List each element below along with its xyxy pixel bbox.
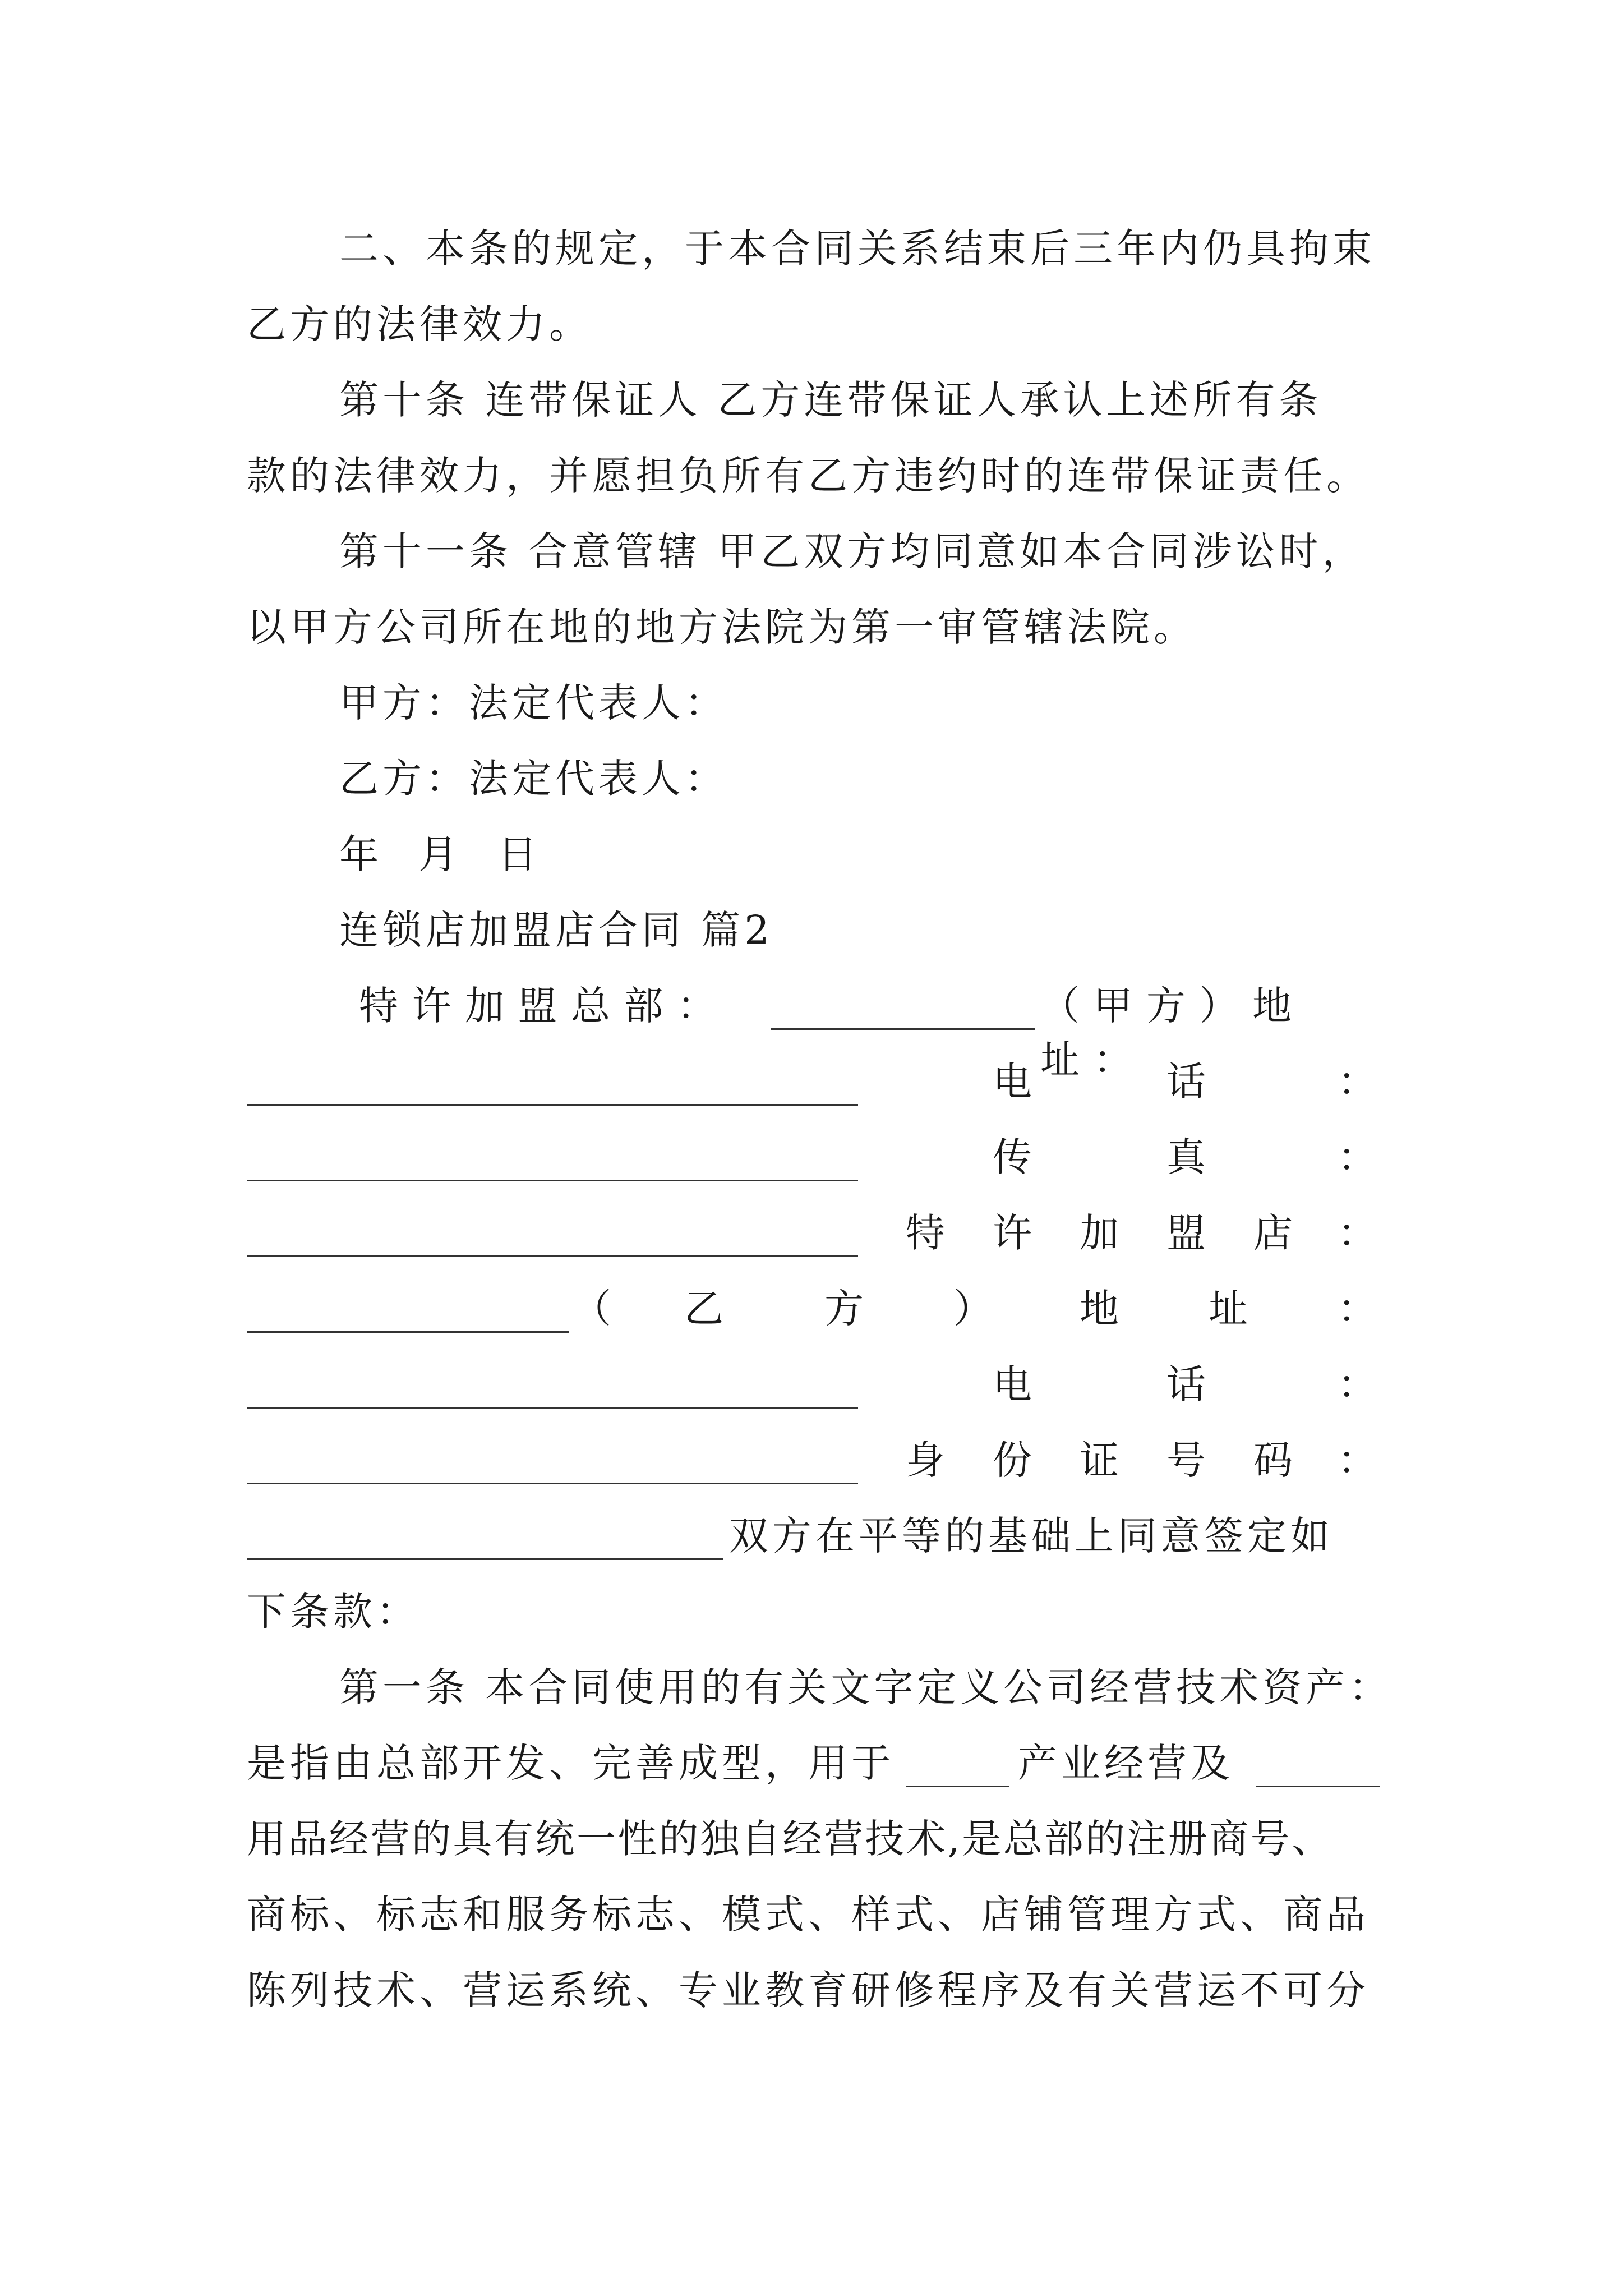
date-line: 年 月 日 — [339, 831, 551, 877]
id-char-5: 码 — [1253, 1437, 1293, 1483]
franchise-store-char-4: 盟 — [1166, 1210, 1206, 1256]
fax-label-3: ： — [1338, 1134, 1377, 1180]
hq-blank[interactable] — [771, 991, 1035, 1030]
hq-address-blank[interactable] — [247, 1067, 858, 1106]
form-row-franchise-store — [247, 1206, 1380, 1260]
party-a-address-label: （甲方）地址： — [1040, 983, 1306, 1083]
article1-line2-a: 是指由总部开发、完善成型，用于 — [247, 1740, 895, 1786]
p2-line2: 款的法律效力，并愿担负所有乙方违约时的连带保证责任。 — [247, 453, 1370, 499]
id-char-2: 份 — [993, 1437, 1032, 1483]
id-char-3: 证 — [1080, 1437, 1119, 1483]
hq-label: 特许加盟总部： — [359, 983, 730, 1029]
p1-line2: 乙方的法律效力。 — [247, 301, 592, 347]
party-b-char-2: 乙 — [684, 1286, 723, 1332]
phone-blank[interactable] — [247, 1143, 858, 1181]
phone2-label-3: ： — [1338, 1361, 1377, 1407]
party-b-char-7: ： — [1338, 1286, 1377, 1332]
agreement-text-cont: 下条款： — [247, 1589, 419, 1635]
form-row-phone — [247, 1055, 1380, 1108]
franchise-store-char-5: 店 — [1253, 1210, 1293, 1256]
franchise-store-char-3: 加 — [1080, 1210, 1119, 1256]
article1-line5: 陈列技术、营运系统、专业教育研修程序及有关营运不可分 — [247, 1967, 1370, 2013]
article1-line1: 第一条 本合同使用的有关文字定义公司经营技术资产： — [339, 1664, 1393, 1710]
id-char-6: ： — [1338, 1437, 1377, 1483]
fax-label-1: 传 — [993, 1134, 1032, 1180]
franchise-store-char-1: 特 — [906, 1210, 945, 1256]
party-b-address-blank[interactable] — [247, 1370, 858, 1409]
party-b-char-4: ） — [953, 1286, 993, 1332]
industry-blank[interactable] — [906, 1749, 1009, 1787]
article1-line2 — [247, 1736, 1380, 1790]
franchise-store-char-6: ： — [1338, 1210, 1377, 1256]
form-row-fax — [247, 1130, 1380, 1184]
party-b-char-3: 方 — [824, 1286, 864, 1332]
form-row-id-number — [247, 1433, 1380, 1487]
franchise-store-blank[interactable] — [247, 1294, 569, 1333]
agreement-text: 双方在平等的基础上同意签定如 — [729, 1513, 1334, 1559]
p3-line1: 第十一条 合意管辖 甲乙双方均同意如本合同涉讼时， — [339, 528, 1366, 574]
section-title: 连锁店加盟店合同 篇2 — [339, 907, 773, 953]
party-b-char-5: 地 — [1080, 1286, 1119, 1332]
phone-label-1: 电 — [993, 1059, 1032, 1105]
fax-label-2: 真 — [1166, 1134, 1206, 1180]
id-char-1: 身 — [906, 1437, 945, 1483]
article1-line2-b: 产业经营及 — [1018, 1740, 1234, 1786]
id-number-blank[interactable] — [247, 1521, 723, 1560]
party-b-char-1: （ — [572, 1286, 611, 1332]
phone-label-2: 话 — [1166, 1059, 1206, 1105]
goods-blank[interactable] — [1256, 1749, 1380, 1787]
form-row-party-b-address — [247, 1282, 1380, 1336]
party-b-char-6: 址 — [1209, 1286, 1248, 1332]
p1-line1: 二、本条的规定，于本合同关系结束后三年内仍具拘束 — [339, 226, 1376, 272]
sign-party-a: 甲方：法定代表人： — [339, 680, 728, 726]
franchise-store-char-2: 许 — [993, 1210, 1032, 1256]
phone2-label-2: 话 — [1166, 1361, 1206, 1407]
phone-label-3: ： — [1338, 1059, 1377, 1105]
p2-line1: 第十条 连带保证人 乙方连带保证人承认上述所有条 — [339, 377, 1322, 423]
form-row-phone-2 — [247, 1358, 1380, 1411]
fax-blank[interactable] — [247, 1218, 858, 1257]
id-char-4: 号 — [1166, 1437, 1206, 1483]
form-row-hq — [247, 979, 1380, 1083]
form-row-agreement — [247, 1509, 1380, 1563]
article1-line3: 用品经营的具有统一性的独自经营技术,是总部的注册商号、 — [247, 1816, 1333, 1862]
p3-line2: 以甲方公司所在地的地方法院为第一审管辖法院。 — [247, 604, 1197, 650]
article1-line4: 商标、标志和服务标志、模式、样式、店铺管理方式、商品 — [247, 1892, 1370, 1938]
phone2-label-1: 电 — [993, 1361, 1032, 1407]
sign-party-b: 乙方：法定代表人： — [339, 756, 728, 802]
phone2-blank[interactable] — [247, 1446, 858, 1484]
